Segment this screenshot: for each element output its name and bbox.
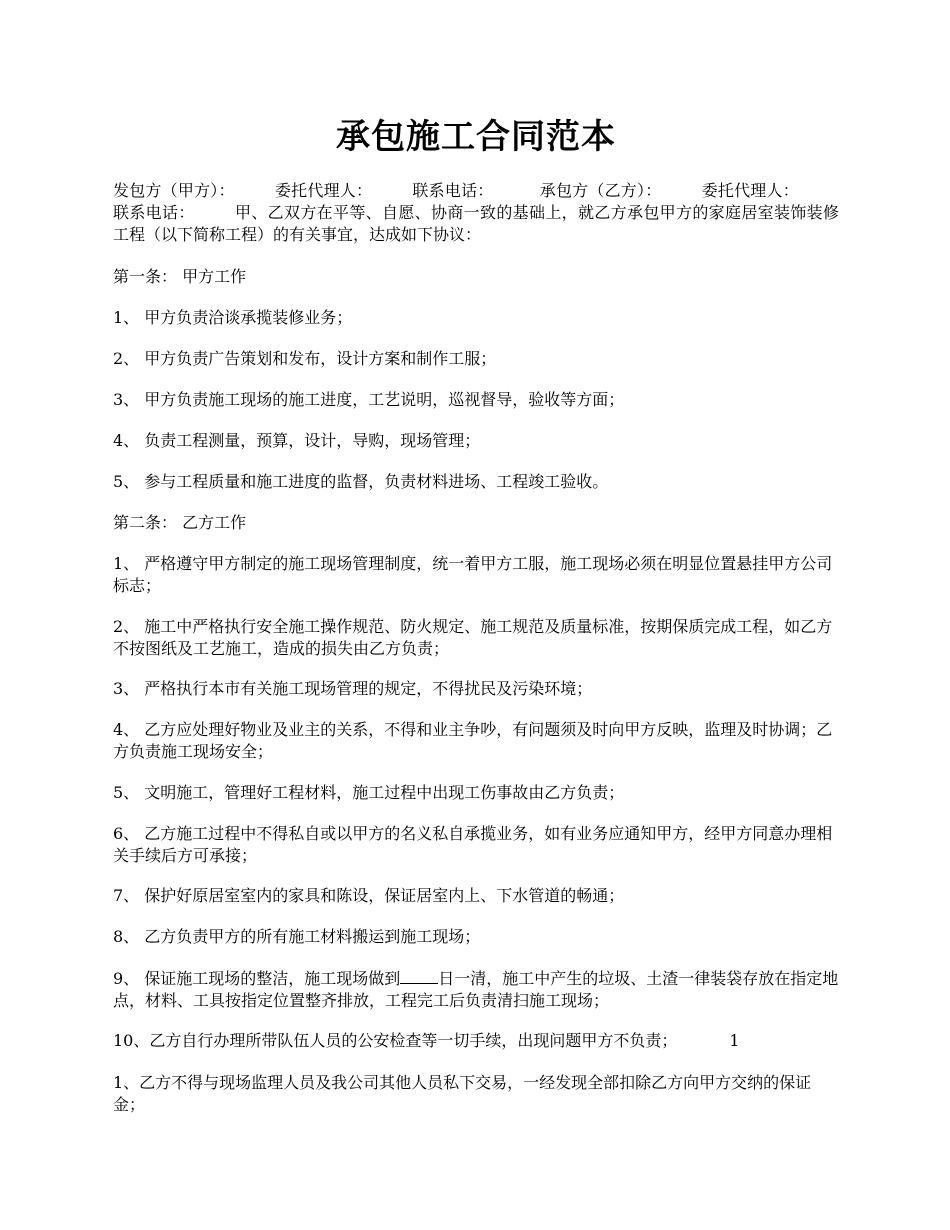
article-2-item: 6、 乙方施工过程中不得私自或以甲方的名义私自承揽业务，如有业务应通知甲方，经甲方同意办理相关手续后方可承接； <box>113 824 833 865</box>
blank-line <box>400 969 438 984</box>
item-10-text: 10、乙方自行办理所带队伍人员的公安检查等一切手续，出现问题甲方不负责； <box>113 1031 678 1050</box>
intro-body: 甲、乙双方在平等、自愿、协商一致的基础上，就乙方承包甲方的家庭居室装饰装修工程（以下简称工程）的有关事宜，达成如下协议： <box>113 203 839 244</box>
article-2-item: 8、 乙方负责甲方的所有施工材料搬运到施工现场； <box>113 927 481 946</box>
article-2-item: 7、 保护好原居室室内的家具和陈设，保证居室内上、下水管道的畅通； <box>113 886 625 905</box>
article-2-item-10 <box>113 1030 839 1052</box>
article-2-item: 1、 严格遵守甲方制定的施工现场管理制度，统一着甲方工服，施工现场必须在明显位置悬挂甲方公司标志； <box>113 554 833 595</box>
article-2-item: 4、 乙方应处理好物业及业主的关系，不得和业主争吵，有问题须及时向甲方反映，监理及时协调；乙方负责施工现场安全； <box>113 720 833 761</box>
agent-label-1: 委托代理人： <box>274 181 373 200</box>
page-number: 1 <box>729 1031 740 1050</box>
intro-paragraph <box>113 180 839 246</box>
party-a-label: 发包方（甲方）： <box>113 181 235 200</box>
article-1-heading: 第一条： 甲方工作 <box>113 267 247 286</box>
phone-label-2: 联系电话： <box>113 203 195 222</box>
article-1-item: 3、 甲方负责施工现场的施工进度，工艺说明，巡视督导，验收等方面； <box>113 390 625 409</box>
document-title: 承包施工合同范本 <box>336 117 616 157</box>
article-1-item: 2、 甲方负责广告策划和发布，设计方案和制作工服； <box>113 349 497 368</box>
item-9-text-end: 日一清，施工中产生的垃圾、土渣一律装袋存放在指定地点，材料、工具按指定位置整齐排放，工程完工后负责清扫施工现场； <box>113 969 839 1010</box>
article-1-item: 4、 负责工程测量，预算，设计，导购，现场管理； <box>113 431 481 450</box>
party-b-label: 承包方（乙方）： <box>539 181 662 200</box>
article-2-heading: 第二条： 乙方工作 <box>113 513 247 532</box>
article-1-item: 5、 参与工程质量和施工进度的监督，负责材料进场、工程竣工验收。 <box>113 472 609 491</box>
article-2-item: 5、 文明施工，管理好工程材料，施工过程中出现工伤事故由乙方负责； <box>113 783 625 802</box>
article-2-item: 2、 施工中严格执行安全施工操作规范、防火规定、施工规范及质量标准，按期保质完成工程，如乙方不按图纸及工艺施工，造成的损失由乙方负责； <box>113 617 833 658</box>
article-1-item: 1、 甲方负责洽谈承揽装修业务； <box>113 308 353 327</box>
article-2-item: 3、 严格执行本市有关施工现场管理的规定，不得扰民及污染环境； <box>113 679 593 698</box>
article-2-item-11: 1、乙方不得与现场监理人员及我公司其他人员私下交易，一经发现全部扣除乙方向甲方交纳的保证金； <box>113 1073 812 1114</box>
item-9-text-start: 9、 保证施工现场的整洁，施工现场做到 <box>113 969 401 988</box>
agent-label-2: 委托代理人： <box>701 181 799 200</box>
phone-label-1: 联系电话： <box>412 181 494 200</box>
article-2-item-9 <box>113 968 839 1012</box>
